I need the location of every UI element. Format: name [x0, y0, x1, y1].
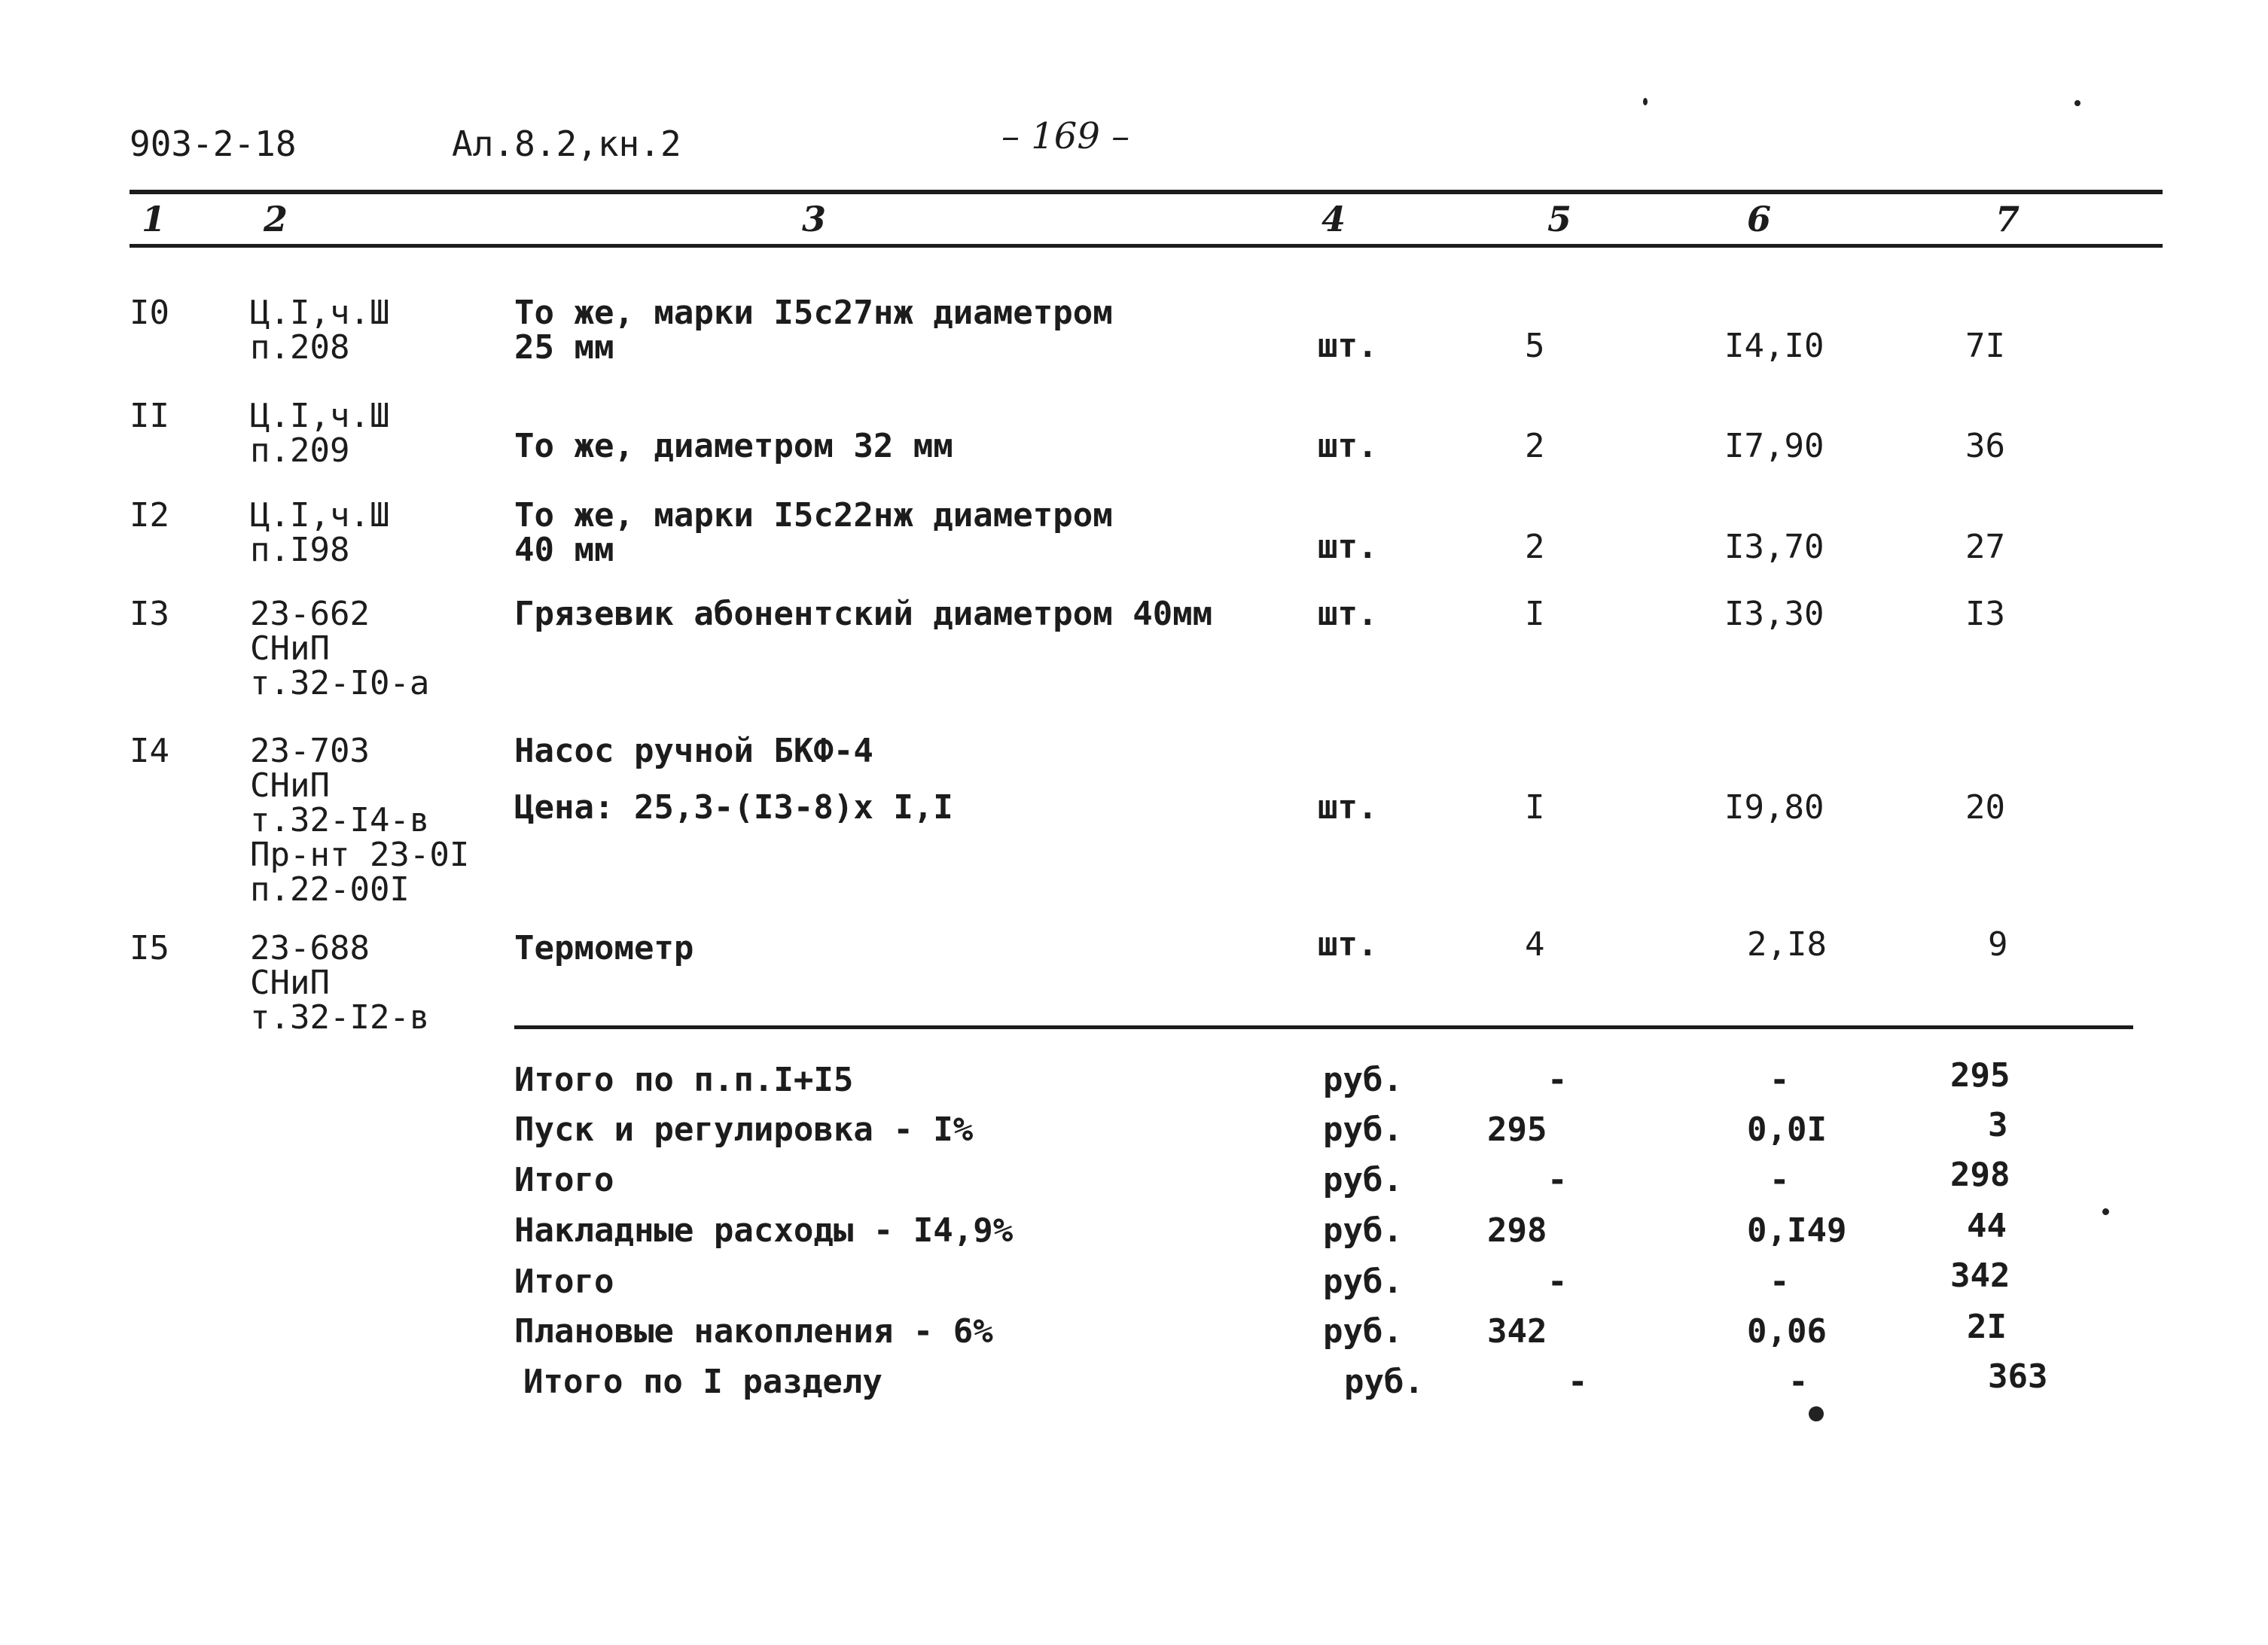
row-price: I7,90 [1724, 427, 1824, 465]
total-amount: 2I [1967, 1308, 2007, 1346]
col-header-1: 1 [142, 199, 166, 239]
row-reference: 23-662 СНиП т.32-I0-а [250, 595, 430, 702]
row-description: Насос ручной БКФ-4 [514, 732, 873, 770]
row-price: 2,I8 [1747, 925, 1827, 964]
totals-rule [514, 1025, 2133, 1029]
total-base: - [1547, 1061, 1568, 1099]
total-rate: - [1770, 1263, 1790, 1301]
row-unit: шт. [1318, 925, 1378, 964]
page-number: – 169 – [1001, 115, 1130, 157]
total-rate: 0,06 [1747, 1312, 1827, 1351]
total-amount: 295 [1950, 1056, 2010, 1095]
total-rate: - [1770, 1061, 1790, 1099]
scan-speck [2074, 100, 2081, 106]
top-rule [130, 190, 2163, 194]
row-qty: I [1525, 788, 1545, 827]
total-unit: руб. [1323, 1110, 1403, 1149]
row-description: Грязевик абонентский диаметром 40мм [514, 595, 1213, 633]
col-header-7: 7 [1995, 199, 2020, 239]
total-label: Итого [514, 1263, 614, 1301]
total-base: - [1568, 1363, 1588, 1401]
total-unit: руб. [1323, 1211, 1403, 1250]
total-amount: 3 [1988, 1106, 2008, 1144]
total-base: - [1547, 1263, 1568, 1301]
total-amount: 298 [1950, 1156, 2010, 1194]
total-base: 298 [1487, 1211, 1547, 1250]
row-price: I3,70 [1724, 528, 1824, 566]
total-label: Итого по I разделу [523, 1363, 883, 1401]
row-reference: Ц.I,ч.Ш п.208 [250, 294, 390, 367]
col-header-5: 5 [1547, 199, 1572, 239]
row-description-price: Цена: 25,3-(I3-8)х I,I [514, 788, 953, 827]
total-label: Накладные расходы - I4,9% [514, 1211, 1014, 1250]
row-qty: 5 [1525, 327, 1545, 365]
total-unit: руб. [1323, 1263, 1403, 1301]
header-bottom-rule [130, 244, 2163, 248]
row-reference: Ц.I,ч.Ш п.209 [250, 397, 390, 470]
album-reference: Ал.8.2,кн.2 [452, 123, 681, 164]
total-rate: 0,I49 [1747, 1211, 1847, 1250]
row-qty: 2 [1525, 427, 1545, 465]
row-qty: I [1525, 595, 1545, 633]
total-base: 295 [1487, 1110, 1547, 1149]
total-rate: - [1788, 1363, 1809, 1401]
row-total: I3 [1965, 595, 2005, 633]
total-amount: 44 [1967, 1207, 2007, 1245]
total-label: Итого по п.п.I+I5 [514, 1061, 854, 1099]
row-total: 7I [1965, 327, 2005, 365]
row-price: I3,30 [1724, 595, 1824, 633]
total-unit: руб. [1323, 1161, 1403, 1199]
col-header-3: 3 [802, 199, 827, 239]
total-label: Плановые накопления - 6% [514, 1312, 993, 1351]
total-amount: 363 [1988, 1357, 2048, 1396]
row-number: I2 [130, 496, 169, 535]
col-header-4: 4 [1321, 199, 1346, 239]
row-unit: шт. [1318, 788, 1378, 827]
row-total: 9 [1988, 925, 2008, 964]
total-rate: 0,0I [1747, 1110, 1827, 1149]
row-description: То же, марки I5с22нж диаметром 40 мм [514, 496, 1113, 569]
scan-speck [1809, 1406, 1824, 1421]
row-total: 36 [1965, 427, 2005, 465]
scan-speck [2102, 1208, 2109, 1215]
row-number: II [130, 397, 169, 435]
total-unit: руб. [1323, 1061, 1403, 1099]
row-reference: 23-688 СНиП т.32-I2-в [250, 929, 430, 1037]
row-number: I3 [130, 595, 169, 633]
doc-number: 903-2-18 [130, 123, 297, 164]
row-unit: шт. [1318, 427, 1378, 465]
row-total: 20 [1965, 788, 2005, 827]
row-description: То же, диаметром 32 мм [514, 427, 953, 465]
row-reference: Ц.I,ч.Ш п.I98 [250, 496, 390, 569]
scan-speck [1643, 98, 1648, 105]
row-price: I9,80 [1724, 788, 1824, 827]
row-unit: шт. [1318, 528, 1378, 566]
total-unit: руб. [1344, 1363, 1424, 1401]
row-number: I4 [130, 732, 169, 770]
total-base: 342 [1487, 1312, 1547, 1351]
row-description: Термометр [514, 929, 694, 967]
total-base: - [1547, 1161, 1568, 1199]
col-header-6: 6 [1747, 199, 1772, 239]
row-number: I5 [130, 929, 169, 967]
row-unit: шт. [1318, 327, 1378, 365]
total-rate: - [1770, 1161, 1790, 1199]
total-amount: 342 [1950, 1257, 2010, 1295]
row-description: То же, марки I5с27нж диаметром 25 мм [514, 294, 1113, 367]
total-unit: руб. [1323, 1312, 1403, 1351]
row-price: I4,I0 [1724, 327, 1824, 365]
row-qty: 2 [1525, 528, 1545, 566]
total-label: Пуск и регулировка - I% [514, 1110, 974, 1149]
total-label: Итого [514, 1161, 614, 1199]
row-qty: 4 [1525, 925, 1545, 964]
row-unit: шт. [1318, 595, 1378, 633]
row-total: 27 [1965, 528, 2005, 566]
row-number: I0 [130, 294, 169, 332]
row-reference: 23-703 СНиП т.32-I4-в Пр-нт 23-0I п.22-00I [250, 732, 470, 909]
col-header-2: 2 [264, 199, 288, 239]
